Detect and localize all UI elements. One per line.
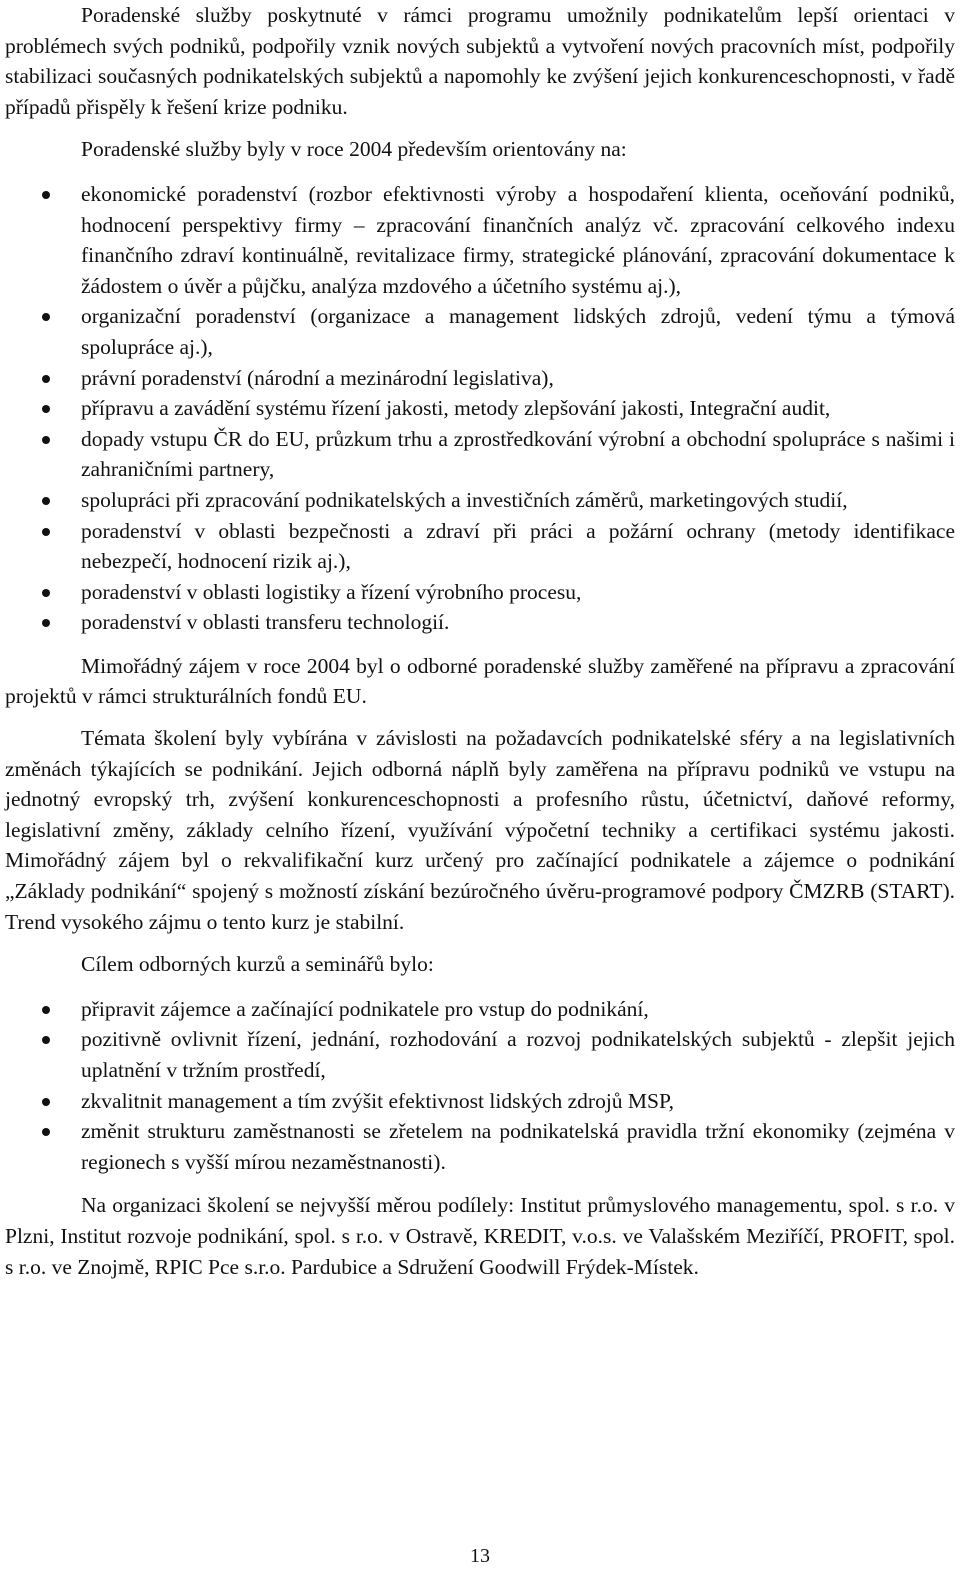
list-item-text: přípravu a zavádění systému řízení jakosti, metody zlepšování jakosti, Integrační audit,	[81, 396, 831, 421]
list-item-text: spolupráci při zpracování podnikatelských a investičních záměrů, marketingových studií,	[81, 487, 848, 512]
list-item-text: připravit zájemce a začínající podnikatele pro vstup do podnikání,	[81, 996, 649, 1021]
list-item-text: změnit strukturu zaměstnanosti se zřetelem na podnikatelská pravidla tržní ekonomiky (zejména v regionech s vyšší mírou nezaměstnanosti).	[81, 1119, 955, 1174]
paragraph-goals-lead: Cílem odborných kurzů a seminářů bylo:	[81, 952, 434, 977]
services-list-item	[5, 424, 955, 485]
list-item-text: zkvalitnit management a tím zvýšit efektivnost lidských zdrojů MSP,	[81, 1088, 674, 1113]
services-list	[5, 179, 955, 638]
services-list-item	[5, 516, 955, 577]
goals-list	[5, 994, 955, 1178]
paragraph-services-lead: Poradenské služby byly v roce 2004 především orientovány na:	[81, 137, 627, 162]
bullet-icon	[42, 1098, 50, 1106]
services-list-item	[5, 179, 955, 301]
bullet-icon	[42, 405, 50, 413]
bullet-icon	[42, 497, 50, 505]
goals-list-item	[5, 1086, 955, 1117]
paragraph-training-topics: Témata školení byly vybírána v závislosti na požadavcích podnikatelské sféry a na legislativních změnách týkajících se podnikání. Jejich odborná náplň byly zaměřena na přípravu podniků ve vstupu na jednotný evropský trh, zvýšení konkurenceschopnosti a profesního růstu, účetnictví, daňové reformy, legislativní změny, základy celního řízení, využívání výpočetní techniky a certifikaci systému jakosti. Mimořádný zájem byl o rekvalifikační kurz určený pro začínající podnikatele a zájemce o podnikání „Základy podnikání“ spojený s možností získání bezúročného úvěru-programové podpory ČMZRB (START). Trend vysokého zájmu o tento kurz je stabilní.	[5, 726, 955, 934]
list-item-text: pozitivně ovlivnit řízení, jednání, rozhodování a rozvoj podnikatelských subjektů - zlepšit jejich uplatnění v tržním prostředí,	[81, 1027, 955, 1082]
services-list-item	[5, 363, 955, 394]
paragraph-special-interest: Mimořádný zájem v roce 2004 byl o odborné poradenské služby zaměřené na přípravu a zpracování projektů v rámci strukturálních fondů EU.	[5, 653, 955, 709]
list-item-text: ekonomické poradenství (rozbor efektivnosti výroby a hospodaření klienta, oceňování podniků, hodnocení perspektivy firmy – zpracování finančních analýz vč. zpracování celkového indexu finančního zdraví kontinuálně, revitalizace firmy, strategické plánování, zpracování dokumentace k žádostem o úvěr a půjčku, analýza mzdového a účetního systému aj.),	[81, 181, 955, 298]
goals-list-item	[5, 1024, 955, 1085]
page-number: 13	[470, 1545, 490, 1567]
bullet-icon	[42, 436, 50, 444]
bullet-icon	[42, 1036, 50, 1044]
services-list-item	[5, 301, 955, 362]
goals-list-item	[5, 1116, 955, 1177]
bullet-icon	[42, 528, 50, 536]
list-item-text: poradenství v oblasti transferu technologií.	[81, 610, 450, 635]
bullet-icon	[42, 1006, 50, 1014]
bullet-icon	[42, 191, 50, 199]
list-item-text: právní poradenství (národní a mezinárodní legislativa),	[81, 365, 554, 390]
paragraph-organizers: Na organizaci školení se nejvyšší měrou podílely: Institut průmyslového managementu, spol. s r.o. v Plzni, Institut rozvoje podnikání, spol. s r.o. v Ostravě, KREDIT, v.o.s. ve Valašském Meziříčí, PROFIT, spol. s r.o. ve Znojmě, RPIC Pce s.r.o. Pardubice a Sdružení Goodwill Frýdek-Místek.	[5, 1193, 955, 1279]
goals-list-item	[5, 994, 955, 1025]
services-list-item	[5, 577, 955, 608]
services-list-item	[5, 393, 955, 424]
list-item-text: poradenství v oblasti logistiky a řízení výrobního procesu,	[81, 579, 582, 604]
services-list-item	[5, 607, 955, 638]
bullet-icon	[42, 375, 50, 383]
document-page	[5, 0, 955, 1282]
services-list-item	[5, 485, 955, 516]
list-item-text: dopady vstupu ČR do EU, průzkum trhu a zprostředkování výrobní a obchodní spolupráce s našimi i zahraničními partnery,	[81, 426, 955, 482]
bullet-icon	[42, 313, 50, 321]
paragraph-intro: Poradenské služby poskytnuté v rámci programu umožnily podnikatelům lepší orientaci v problémech svých podniků, podpořily vznik nových subjektů a vytvoření nových pracovních míst, podpořily stabilizaci současných podnikatelských subjektů a napomohly ke zvýšení jejich konkurenceschopnosti, v řadě případů přispěly k řešení krize podniku.	[5, 3, 955, 119]
list-item-text: organizační poradenství (organizace a management lidských zdrojů, vedení týmu a týmová spolupráce aj.),	[81, 304, 955, 359]
list-item-text: poradenství v oblasti bezpečnosti a zdraví při práci a požární ochrany (metody identifikace nebezpečí, hodnocení rizik aj.),	[81, 518, 955, 574]
bullet-icon	[42, 619, 50, 627]
bullet-icon	[42, 589, 50, 597]
bullet-icon	[42, 1128, 50, 1136]
